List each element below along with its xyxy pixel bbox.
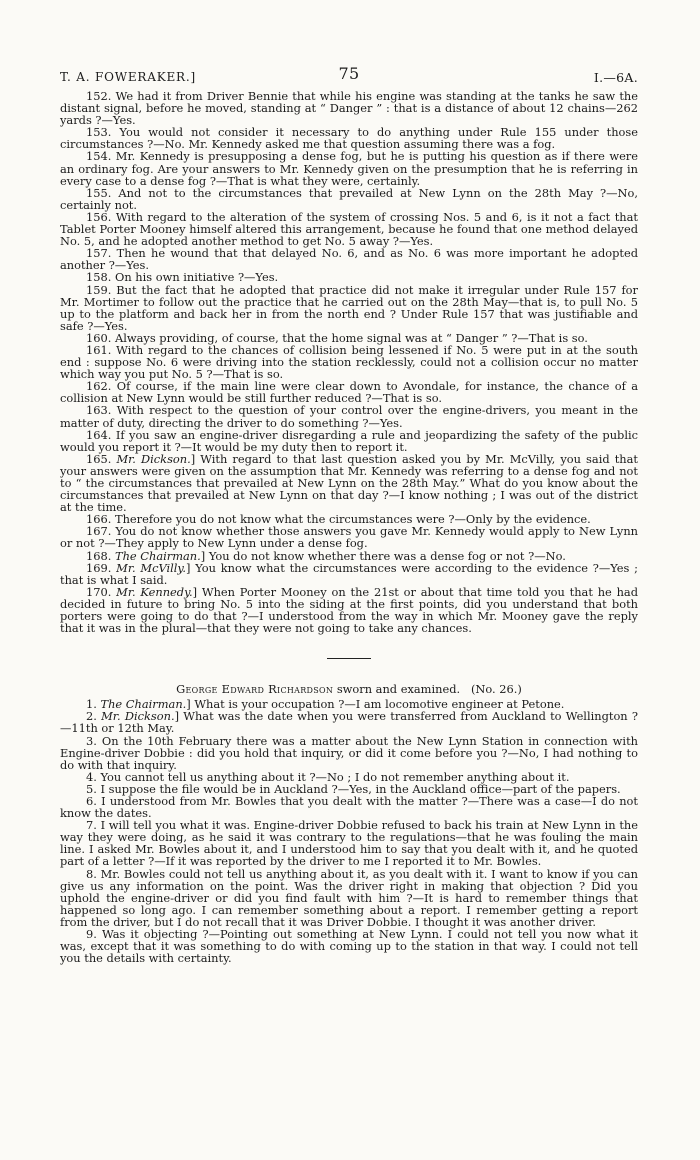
testimony-paragraph <box>60 586 638 634</box>
testimony-paragraph <box>60 150 638 186</box>
section-divider <box>327 658 371 659</box>
witness-name: George Edward Richardson <box>176 682 334 697</box>
testimony-paragraph <box>60 795 638 819</box>
testimony-paragraph <box>60 525 638 549</box>
testimony-paragraph <box>60 735 638 771</box>
paragraph-text: 158. On his own initiative ?—Yes. <box>86 270 279 285</box>
speaker-name: Mr. Dickson. <box>116 451 191 466</box>
testimony-paragraph <box>60 404 638 428</box>
paragraph-text: ] What was the date when you were transferred from Auckland to Wellington ?—11th or 12th May. <box>60 709 638 736</box>
paragraph-text: 156. With regard to the alteration of the system of crossing Nos. 5 and 6, is it not a fact that Tablet Porter Mooney himself altered this arrangement, because he found that one method delayed No. 5, and he adopted another method to get No. 5 away ?—Yes. <box>60 209 638 249</box>
paragraph-text: 4. You cannot tell us anything about it ?—No ; I do not remember anything about it. <box>86 769 570 784</box>
paragraph-text: 162. Of course, if the main line were clear down to Avondale, for instance, the chance of a collision at New Lynn would be still further reduced ?—That is so. <box>60 379 638 406</box>
testimony-paragraph <box>60 284 638 332</box>
question-number: 165. <box>86 451 117 466</box>
testimony-paragraph <box>60 247 638 271</box>
paragraph-text: 9. Was it objecting ?—Pointing out something at New Lynn. I could not tell you now what it was, except that it was something to do with coming up to the station in that way. I could not tell you the details with certainty. <box>60 927 638 966</box>
testimony-paragraph <box>60 453 638 513</box>
paragraph-text: ] You know what the circumstances were according to the evidence ?—Yes ; that is what I said. <box>60 560 639 587</box>
testimony-paragraph <box>60 710 638 734</box>
question-number: 168. <box>86 548 115 563</box>
document-reference: I.—6A. <box>593 70 638 85</box>
testimony-paragraph <box>60 126 638 150</box>
paragraph-text: 3. On the 10th February there was a matter about the New Lynn Station in connection with Engine-driver Dobbie : did you hold that inquiry, or did it come before you ?—No, I had nothing to do with that inquiry. <box>60 733 638 772</box>
paragraph-text: 167. You do not know whether those answers you gave Mr. Kennedy would apply to New Lynn or not ?—They apply to New Lynn under a dense fog. <box>60 524 638 551</box>
paragraph-text: 166. Therefore you do not know what the circumstances were ?—Only by the evidence. <box>86 512 591 527</box>
testimony-paragraph <box>60 868 638 928</box>
testimony-section-richardson <box>60 698 638 964</box>
paragraph-text: 6. I understood from Mr. Bowles that you dealt with the matter ?—There was a case—I do not know the dates. <box>60 793 638 821</box>
paragraph-text: ] When Porter Mooney on the 21st or about that time told you that he had decided in future to bring No. 5 into the siding at the first points, did you understand that both porters were going to do that ?—I understood from the way in which Mr. Mooney gave the reply that it was in the plural—that they were not going to take any chances. <box>60 584 638 636</box>
witness-number: (No. 26.) <box>470 682 522 697</box>
question-number: 1. <box>86 697 101 712</box>
speaker-name: The Chairman. <box>100 697 187 712</box>
speaker-name: Mr. McVilly. <box>116 560 186 575</box>
page-number: 75 <box>338 64 360 83</box>
speaker-name: The Chairman. <box>114 548 201 563</box>
question-number: 169. <box>86 560 117 575</box>
testimony-paragraph <box>60 928 638 964</box>
paragraph-text: 160. Always providing, of course, that the home signal was at “ Danger ” ?—That is so. <box>86 330 588 345</box>
speaker-name: Mr. Dickson. <box>101 709 175 724</box>
testimony-paragraph <box>60 429 638 453</box>
speaker-name: Mr. Kennedy. <box>116 584 193 599</box>
testimony-section-foweraker <box>60 90 638 634</box>
paragraph-text: 152. We had it from Driver Bennie that while his engine was standing at the tanks he saw the distant signal, before he moved, standing at “ Danger ” : that is a distance of about 12 chains—262 yards ?—Yes. <box>60 89 638 128</box>
question-number: 2. <box>86 709 102 724</box>
paragraph-text: 164. If you saw an engine-driver disregarding a rule and jeopardizing the safety of the public would you report it ?—It would be my duty then to report it. <box>60 427 638 454</box>
paragraph-text: 7. I will tell you what it was. Engine-driver Dobbie refused to back his train at New Lynn in the way they were doing, as he said it was contrary to the regulations—that he was fouling the main line. I asked Mr. Bowles about it, and I understood him to say that you dealt with it, and he quoted part of a letter ?—If it was reported by the driver to me I reported it to Mr. Bowles. <box>60 818 638 869</box>
testimony-paragraph <box>60 819 638 867</box>
paragraph-text: ] What is your occupation ?—I am locomotive engineer at Petone. <box>186 697 565 712</box>
paragraph-text: 5. I suppose the file would be in Auckland ?—Yes, in the Auckland office—part of the papers. <box>86 781 621 796</box>
paragraph-text: ] With regard to that last question asked you by Mr. McVilly, you said that your answers were given on the assumption that Mr. Kennedy was referring to a dense fog and not to “ the circumstances that prevailed at New Lynn on the 28th May.” What do you know about the circumstances that prevailed at New Lynn on that day ?—I know nothing ; I was out of the district at the time. <box>60 451 638 515</box>
page-header <box>60 64 638 90</box>
testimony-paragraph <box>60 344 638 380</box>
header-witness-name: T. A. FOWERAKER.] <box>60 70 196 84</box>
testimony-paragraph <box>60 380 638 404</box>
paragraph-text: 8. Mr. Bowles could not tell us anything about it, as you dealt with it. I want to know if you can give us any information on the point. Was the driver right in making that objection ? Did you uphold the engine-driver or did you find fault with him ?—It is hard to remember things that happened so long ago. I can remember something about a report. I remember getting a report from the driver, but I do not recall that it was Driver Dobbie. I thought it was another driver. <box>60 866 638 929</box>
paragraph-text: 163. With respect to the question of your control over the engine-drivers, you meant in the matter of duty, directing the driver to do something ?—Yes. <box>60 403 638 430</box>
paragraph-text: 155. And not to the circumstances that prevailed at New Lynn on the 28th May ?—No, certainly not. <box>60 185 638 212</box>
paragraph-text: 154. Mr. Kennedy is presupposing a dense fog, but he is putting his question as if there were an ordinary fog. Are your answers to Mr. Kennedy given on the presumption that he is referring in every case to a dense fog ?—That is what they were, certainly. <box>60 149 638 188</box>
paragraph-text: 153. You would not consider it necessary to do anything under Rule 155 under those circumstances ?—No. Mr. Kennedy asked me that question assuming there was a fog. <box>60 125 638 152</box>
testimony-paragraph <box>60 187 638 211</box>
witness-sworn-text: sworn and examined. <box>333 682 461 697</box>
testimony-paragraph <box>60 562 638 586</box>
witness-heading <box>60 683 638 696</box>
testimony-paragraph <box>60 211 638 247</box>
paragraph-text: 157. Then he wound that that delayed No. 6, and as No. 6 was more important he adopted another ?—Yes. <box>60 246 638 273</box>
question-number: 170. <box>86 584 117 599</box>
paragraph-text: ] You do not know whether there was a dense fog or not ?—No. <box>200 548 566 563</box>
paragraph-text: 161. With regard to the chances of collision being lessened if No. 5 were put in at the south end : suppose No. 6 were driving into the station recklessly, could not a collision occur no matter which way you put No. 5 ?—That is so. <box>60 342 638 382</box>
testimony-paragraph <box>60 90 638 126</box>
paragraph-text: 159. But the fact that he adopted that practice did not make it irregular under Rule 157 for Mr. Mortimer to follow out the practice that he carried out on the 28th May—that is, to pull No. 5 up to the platform and back her in from the north end ? Under Rule 157 that was justifiable and safe ?—Yes. <box>60 282 638 333</box>
